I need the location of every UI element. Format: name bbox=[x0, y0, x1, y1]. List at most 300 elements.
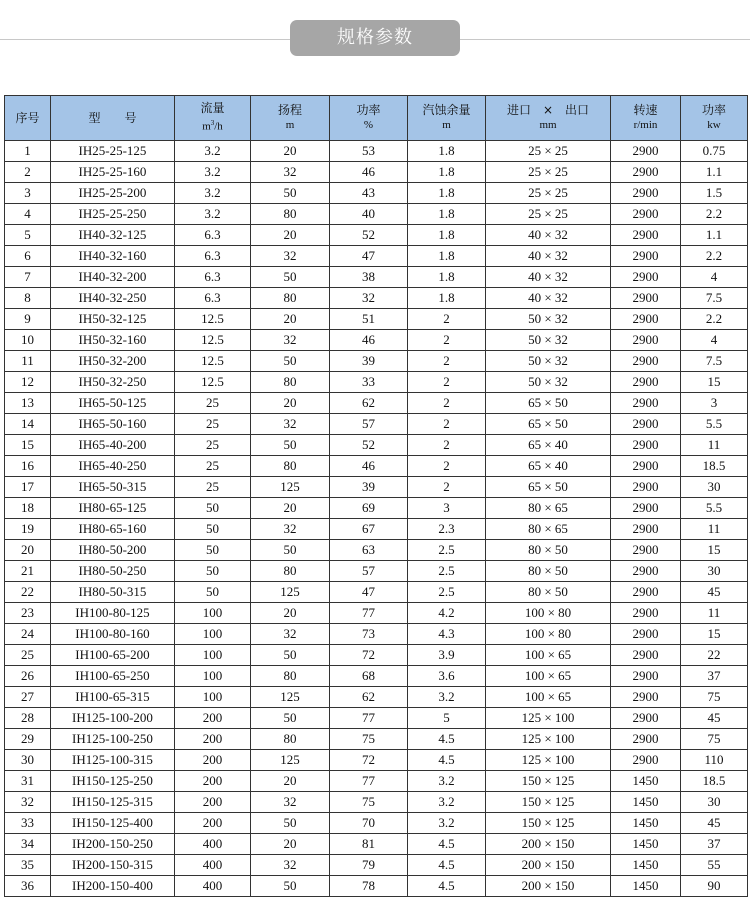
table-cell: 47 bbox=[330, 246, 408, 267]
table-cell: IH40-32-160 bbox=[51, 246, 175, 267]
table-cell: 35 bbox=[5, 855, 51, 876]
column-header bbox=[5, 96, 51, 141]
table-cell: 2900 bbox=[611, 666, 681, 687]
table-cell: 37 bbox=[681, 666, 748, 687]
table-cell: 73 bbox=[330, 624, 408, 645]
table-cell: 1450 bbox=[611, 876, 681, 897]
table-cell: 2900 bbox=[611, 246, 681, 267]
table-cell: 4.5 bbox=[408, 729, 486, 750]
table-cell: 2900 bbox=[611, 330, 681, 351]
table-cell: 2900 bbox=[611, 708, 681, 729]
table-cell: 72 bbox=[330, 750, 408, 771]
table-cell: 100 × 65 bbox=[486, 645, 611, 666]
table-row bbox=[5, 204, 748, 225]
table-cell: 57 bbox=[330, 561, 408, 582]
table-cell: 25 × 25 bbox=[486, 141, 611, 162]
table-cell: 200 bbox=[175, 771, 251, 792]
table-cell: IH65-50-160 bbox=[51, 414, 175, 435]
table-cell: 1.1 bbox=[681, 225, 748, 246]
table-cell: 2900 bbox=[611, 603, 681, 624]
table-cell: 50 bbox=[251, 708, 330, 729]
table-cell: 200 × 150 bbox=[486, 855, 611, 876]
table-cell: 25 bbox=[175, 414, 251, 435]
table-cell: 1.1 bbox=[681, 162, 748, 183]
column-header bbox=[51, 96, 175, 141]
table-cell: 200 × 150 bbox=[486, 834, 611, 855]
table-cell: 3.2 bbox=[175, 141, 251, 162]
table-cell: IH200-150-315 bbox=[51, 855, 175, 876]
table-cell: 80 × 50 bbox=[486, 582, 611, 603]
table-cell: 50 bbox=[175, 519, 251, 540]
table-cell: IH100-65-200 bbox=[51, 645, 175, 666]
table-cell: 18 bbox=[5, 498, 51, 519]
column-header bbox=[681, 96, 748, 141]
column-header-label: 功率 bbox=[356, 103, 381, 117]
table-cell: 400 bbox=[175, 834, 251, 855]
table-cell: 24 bbox=[5, 624, 51, 645]
table-cell: 11 bbox=[5, 351, 51, 372]
table-cell: 2 bbox=[408, 351, 486, 372]
table-cell: 45 bbox=[681, 813, 748, 834]
table-cell: 22 bbox=[5, 582, 51, 603]
table-cell: IH100-65-315 bbox=[51, 687, 175, 708]
table-cell: IH80-50-250 bbox=[51, 561, 175, 582]
table-cell: IH80-65-125 bbox=[51, 498, 175, 519]
table-cell: 20 bbox=[251, 771, 330, 792]
table-row bbox=[5, 687, 748, 708]
table-row bbox=[5, 309, 748, 330]
table-cell: 18.5 bbox=[681, 771, 748, 792]
table-cell: 3.2 bbox=[175, 204, 251, 225]
table-cell: 33 bbox=[5, 813, 51, 834]
table-cell: 50 bbox=[251, 645, 330, 666]
table-cell: 16 bbox=[5, 456, 51, 477]
table-cell: 25 × 25 bbox=[486, 183, 611, 204]
table-cell: 50 × 32 bbox=[486, 351, 611, 372]
table-cell: 100 bbox=[175, 687, 251, 708]
column-header-unit: $m^3/h$ bbox=[202, 119, 223, 133]
table-cell: 400 bbox=[175, 855, 251, 876]
table-cell: 200 bbox=[175, 813, 251, 834]
table-cell: 100 bbox=[175, 603, 251, 624]
table-cell: 3.9 bbox=[408, 645, 486, 666]
table-cell: 125 bbox=[251, 582, 330, 603]
table-cell: 12.5 bbox=[175, 309, 251, 330]
column-header bbox=[330, 96, 408, 141]
table-row bbox=[5, 141, 748, 162]
table-cell: IH65-50-315 bbox=[51, 477, 175, 498]
table-cell: 5.5 bbox=[681, 414, 748, 435]
table-cell: 2900 bbox=[611, 624, 681, 645]
column-header bbox=[175, 96, 251, 141]
table-cell: 80 × 65 bbox=[486, 498, 611, 519]
table-cell: 125 × 100 bbox=[486, 729, 611, 750]
table-cell: 2900 bbox=[611, 729, 681, 750]
column-header-unit: kw bbox=[707, 119, 721, 131]
table-row bbox=[5, 813, 748, 834]
table-cell: 3 bbox=[5, 183, 51, 204]
table-cell: 69 bbox=[330, 498, 408, 519]
table-cell: IH25-25-250 bbox=[51, 204, 175, 225]
table-cell: 40 × 32 bbox=[486, 225, 611, 246]
table-cell: 2900 bbox=[611, 162, 681, 183]
table-cell: IH200-150-400 bbox=[51, 876, 175, 897]
table-cell: 4.2 bbox=[408, 603, 486, 624]
section-title: 规格参数 bbox=[290, 20, 460, 56]
table-row bbox=[5, 414, 748, 435]
table-cell: 32 bbox=[251, 519, 330, 540]
table-row bbox=[5, 456, 748, 477]
table-cell: 43 bbox=[330, 183, 408, 204]
table-cell: 7.5 bbox=[681, 288, 748, 309]
table-cell: 28 bbox=[5, 708, 51, 729]
table-cell: 50 bbox=[251, 876, 330, 897]
table-cell: 18.5 bbox=[681, 456, 748, 477]
table-cell: 10 bbox=[5, 330, 51, 351]
table-cell: IH200-150-250 bbox=[51, 834, 175, 855]
table-cell: IH80-50-315 bbox=[51, 582, 175, 603]
table-cell: 8 bbox=[5, 288, 51, 309]
table-cell: 3 bbox=[681, 393, 748, 414]
table-cell: 3 bbox=[408, 498, 486, 519]
table-cell: 67 bbox=[330, 519, 408, 540]
table-cell: 80 × 50 bbox=[486, 540, 611, 561]
table-cell: 25 × 25 bbox=[486, 204, 611, 225]
column-header-label: 扬程 bbox=[277, 103, 302, 117]
table-cell: 4.5 bbox=[408, 750, 486, 771]
table-cell: 14 bbox=[5, 414, 51, 435]
table-cell: 80 bbox=[251, 288, 330, 309]
table-cell: 100 × 80 bbox=[486, 603, 611, 624]
table-cell: 65 × 50 bbox=[486, 477, 611, 498]
table-cell: 12 bbox=[5, 372, 51, 393]
table-cell: 50 bbox=[251, 813, 330, 834]
column-header bbox=[251, 96, 330, 141]
column-header-unit: m bbox=[285, 119, 295, 131]
table-cell: 17 bbox=[5, 477, 51, 498]
table-cell: 2900 bbox=[611, 477, 681, 498]
table-cell: IH150-125-250 bbox=[51, 771, 175, 792]
table-cell: 4.5 bbox=[408, 876, 486, 897]
table-row bbox=[5, 351, 748, 372]
table-cell: IH65-50-125 bbox=[51, 393, 175, 414]
table-row bbox=[5, 435, 748, 456]
table-cell: 30 bbox=[681, 792, 748, 813]
table-cell: 80 bbox=[251, 561, 330, 582]
table-cell: 200 bbox=[175, 750, 251, 771]
column-header-label: 序号 bbox=[15, 110, 40, 125]
table-cell: IH25-25-125 bbox=[51, 141, 175, 162]
table-cell: 2900 bbox=[611, 435, 681, 456]
table-cell: 19 bbox=[5, 519, 51, 540]
table-cell: 20 bbox=[251, 603, 330, 624]
table-cell: IH50-32-125 bbox=[51, 309, 175, 330]
table-cell: 77 bbox=[330, 771, 408, 792]
table-cell: IH100-80-125 bbox=[51, 603, 175, 624]
table-cell: 5.5 bbox=[681, 498, 748, 519]
table-row bbox=[5, 645, 748, 666]
table-cell: 2900 bbox=[611, 519, 681, 540]
table-cell: 2900 bbox=[611, 288, 681, 309]
table-cell: 2.5 bbox=[408, 582, 486, 603]
table-cell: 2900 bbox=[611, 456, 681, 477]
table-cell: 2900 bbox=[611, 141, 681, 162]
table-cell: 2.2 bbox=[681, 246, 748, 267]
table-cell: 2 bbox=[408, 372, 486, 393]
table-cell: 400 bbox=[175, 876, 251, 897]
table-cell: 200 bbox=[175, 708, 251, 729]
table-cell: 2900 bbox=[611, 414, 681, 435]
table-cell: 2 bbox=[408, 330, 486, 351]
table-cell: IH125-100-200 bbox=[51, 708, 175, 729]
table-cell: 21 bbox=[5, 561, 51, 582]
table-cell: 150 × 125 bbox=[486, 813, 611, 834]
table-cell: 2900 bbox=[611, 372, 681, 393]
table-cell: 75 bbox=[681, 687, 748, 708]
table-cell: 78 bbox=[330, 876, 408, 897]
table-cell: 25 bbox=[5, 645, 51, 666]
table-row bbox=[5, 666, 748, 687]
table-row bbox=[5, 582, 748, 603]
spec-table bbox=[4, 95, 748, 897]
table-cell: 100 × 65 bbox=[486, 666, 611, 687]
table-cell: IH150-125-315 bbox=[51, 792, 175, 813]
table-cell: 3.2 bbox=[408, 792, 486, 813]
table-cell: 12.5 bbox=[175, 372, 251, 393]
table-cell: 47 bbox=[330, 582, 408, 603]
table-cell: 100 bbox=[175, 645, 251, 666]
title-divider-left bbox=[0, 39, 290, 40]
table-cell: 2900 bbox=[611, 582, 681, 603]
table-cell: 2 bbox=[5, 162, 51, 183]
table-cell: 90 bbox=[681, 876, 748, 897]
column-header-unit: r/min bbox=[633, 119, 658, 131]
table-cell: 80 bbox=[251, 666, 330, 687]
table-row bbox=[5, 267, 748, 288]
table-cell: 15 bbox=[5, 435, 51, 456]
table-cell: 2 bbox=[408, 435, 486, 456]
table-cell: 32 bbox=[251, 855, 330, 876]
table-cell: 50 bbox=[175, 498, 251, 519]
table-row bbox=[5, 750, 748, 771]
table-cell: IH125-100-250 bbox=[51, 729, 175, 750]
table-cell: 6.3 bbox=[175, 246, 251, 267]
table-cell: 38 bbox=[330, 267, 408, 288]
table-cell: 1.8 bbox=[408, 162, 486, 183]
table-cell: 50 × 32 bbox=[486, 309, 611, 330]
table-cell: 46 bbox=[330, 456, 408, 477]
table-row bbox=[5, 540, 748, 561]
table-cell: 20 bbox=[251, 309, 330, 330]
table-cell: 11 bbox=[681, 435, 748, 456]
table-cell: 100 bbox=[175, 666, 251, 687]
table-cell: 5 bbox=[5, 225, 51, 246]
table-cell: 20 bbox=[5, 540, 51, 561]
table-cell: 1450 bbox=[611, 855, 681, 876]
table-cell: IH40-32-125 bbox=[51, 225, 175, 246]
table-cell: 20 bbox=[251, 141, 330, 162]
table-cell: 2900 bbox=[611, 204, 681, 225]
table-row bbox=[5, 561, 748, 582]
table-cell: 37 bbox=[681, 834, 748, 855]
table-cell: 36 bbox=[5, 876, 51, 897]
table-cell: IH25-25-200 bbox=[51, 183, 175, 204]
table-cell: 6.3 bbox=[175, 267, 251, 288]
table-cell: 3.2 bbox=[408, 813, 486, 834]
table-cell: 2 bbox=[408, 309, 486, 330]
table-cell: 32 bbox=[251, 624, 330, 645]
table-cell: 20 bbox=[251, 834, 330, 855]
table-cell: 1450 bbox=[611, 792, 681, 813]
table-cell: 39 bbox=[330, 351, 408, 372]
table-cell: 65 × 40 bbox=[486, 435, 611, 456]
spec-table-header-row bbox=[5, 96, 748, 141]
table-cell: 50 bbox=[175, 540, 251, 561]
table-cell: 80 × 50 bbox=[486, 561, 611, 582]
table-cell: IH50-32-200 bbox=[51, 351, 175, 372]
table-cell: 1450 bbox=[611, 834, 681, 855]
table-cell: 1450 bbox=[611, 771, 681, 792]
table-cell: IH100-65-250 bbox=[51, 666, 175, 687]
table-cell: 40 × 32 bbox=[486, 288, 611, 309]
section-title-bar bbox=[0, 0, 750, 80]
table-cell: 2900 bbox=[611, 750, 681, 771]
table-cell: 45 bbox=[681, 582, 748, 603]
column-header-label: 流量 bbox=[200, 101, 225, 116]
table-row bbox=[5, 162, 748, 183]
table-cell: 125 bbox=[251, 750, 330, 771]
table-cell: 1.8 bbox=[408, 246, 486, 267]
table-cell: 50 bbox=[251, 267, 330, 288]
title-divider-right bbox=[460, 39, 750, 40]
table-cell: IH40-32-200 bbox=[51, 267, 175, 288]
table-cell: 75 bbox=[681, 729, 748, 750]
table-cell: 70 bbox=[330, 813, 408, 834]
table-cell: 2 bbox=[408, 393, 486, 414]
table-cell: 2900 bbox=[611, 540, 681, 561]
table-cell: 3.2 bbox=[408, 771, 486, 792]
table-cell: 50 × 32 bbox=[486, 330, 611, 351]
table-cell: 15 bbox=[681, 372, 748, 393]
table-cell: IH40-32-250 bbox=[51, 288, 175, 309]
table-cell: 32 bbox=[251, 246, 330, 267]
table-cell: 1 bbox=[5, 141, 51, 162]
table-cell: 62 bbox=[330, 687, 408, 708]
table-row bbox=[5, 330, 748, 351]
table-cell: 2900 bbox=[611, 309, 681, 330]
table-cell: 77 bbox=[330, 603, 408, 624]
table-cell: 4 bbox=[681, 267, 748, 288]
table-cell: 26 bbox=[5, 666, 51, 687]
table-cell: 110 bbox=[681, 750, 748, 771]
table-cell: 50 bbox=[175, 582, 251, 603]
table-cell: 2900 bbox=[611, 498, 681, 519]
table-cell: 2 bbox=[408, 477, 486, 498]
table-cell: 2.2 bbox=[681, 204, 748, 225]
table-cell: 40 × 32 bbox=[486, 267, 611, 288]
table-cell: 68 bbox=[330, 666, 408, 687]
table-cell: 5 bbox=[408, 708, 486, 729]
table-cell: 125 × 100 bbox=[486, 708, 611, 729]
table-row bbox=[5, 603, 748, 624]
table-cell: 50 bbox=[251, 435, 330, 456]
spec-table-body bbox=[5, 141, 748, 897]
table-cell: 1.8 bbox=[408, 141, 486, 162]
table-cell: 200 bbox=[175, 792, 251, 813]
table-cell: IH80-50-200 bbox=[51, 540, 175, 561]
table-cell: 4 bbox=[5, 204, 51, 225]
column-header-label: 型 号 bbox=[88, 110, 137, 125]
table-cell: 20 bbox=[251, 393, 330, 414]
table-row bbox=[5, 708, 748, 729]
table-cell: 1450 bbox=[611, 813, 681, 834]
table-cell: 23 bbox=[5, 603, 51, 624]
table-cell: 150 × 125 bbox=[486, 771, 611, 792]
table-cell: IH150-125-400 bbox=[51, 813, 175, 834]
table-cell: 32 bbox=[5, 792, 51, 813]
table-cell: 12.5 bbox=[175, 351, 251, 372]
table-cell: 12.5 bbox=[175, 330, 251, 351]
table-cell: 30 bbox=[5, 750, 51, 771]
table-cell: 25 × 25 bbox=[486, 162, 611, 183]
table-cell: 6.3 bbox=[175, 288, 251, 309]
table-row bbox=[5, 624, 748, 645]
table-cell: 6 bbox=[5, 246, 51, 267]
table-cell: 200 bbox=[175, 729, 251, 750]
table-cell: 31 bbox=[5, 771, 51, 792]
table-cell: 65 × 50 bbox=[486, 393, 611, 414]
column-header-label: 汽蚀余量 bbox=[422, 103, 471, 117]
table-row bbox=[5, 372, 748, 393]
column-header-label: 功率 bbox=[701, 103, 726, 117]
column-header-label: 转速 bbox=[633, 103, 658, 117]
table-cell: 32 bbox=[330, 288, 408, 309]
table-row bbox=[5, 183, 748, 204]
table-cell: 2900 bbox=[611, 267, 681, 288]
column-header bbox=[486, 96, 611, 141]
table-row bbox=[5, 771, 748, 792]
table-row bbox=[5, 729, 748, 750]
table-cell: 15 bbox=[681, 624, 748, 645]
table-cell: 4.5 bbox=[408, 855, 486, 876]
table-cell: 75 bbox=[330, 729, 408, 750]
table-row bbox=[5, 834, 748, 855]
table-cell: 150 × 125 bbox=[486, 792, 611, 813]
table-row bbox=[5, 498, 748, 519]
table-cell: IH100-80-160 bbox=[51, 624, 175, 645]
column-header-unit: mm bbox=[539, 119, 557, 131]
table-cell: 1.8 bbox=[408, 204, 486, 225]
table-cell: 100 bbox=[175, 624, 251, 645]
table-cell: 200 × 150 bbox=[486, 876, 611, 897]
table-cell: 0.75 bbox=[681, 141, 748, 162]
column-header-unit: % bbox=[363, 119, 374, 131]
table-cell: 25 bbox=[175, 435, 251, 456]
table-cell: IH65-40-200 bbox=[51, 435, 175, 456]
table-cell: 33 bbox=[330, 372, 408, 393]
table-cell: 1.8 bbox=[408, 288, 486, 309]
table-cell: 30 bbox=[681, 477, 748, 498]
table-cell: 20 bbox=[251, 225, 330, 246]
table-cell: 11 bbox=[681, 519, 748, 540]
table-cell: 4.3 bbox=[408, 624, 486, 645]
table-cell: 100 × 80 bbox=[486, 624, 611, 645]
table-cell: 4 bbox=[681, 330, 748, 351]
table-cell: 22 bbox=[681, 645, 748, 666]
table-cell: 25 bbox=[175, 477, 251, 498]
table-cell: 53 bbox=[330, 141, 408, 162]
table-cell: 39 bbox=[330, 477, 408, 498]
